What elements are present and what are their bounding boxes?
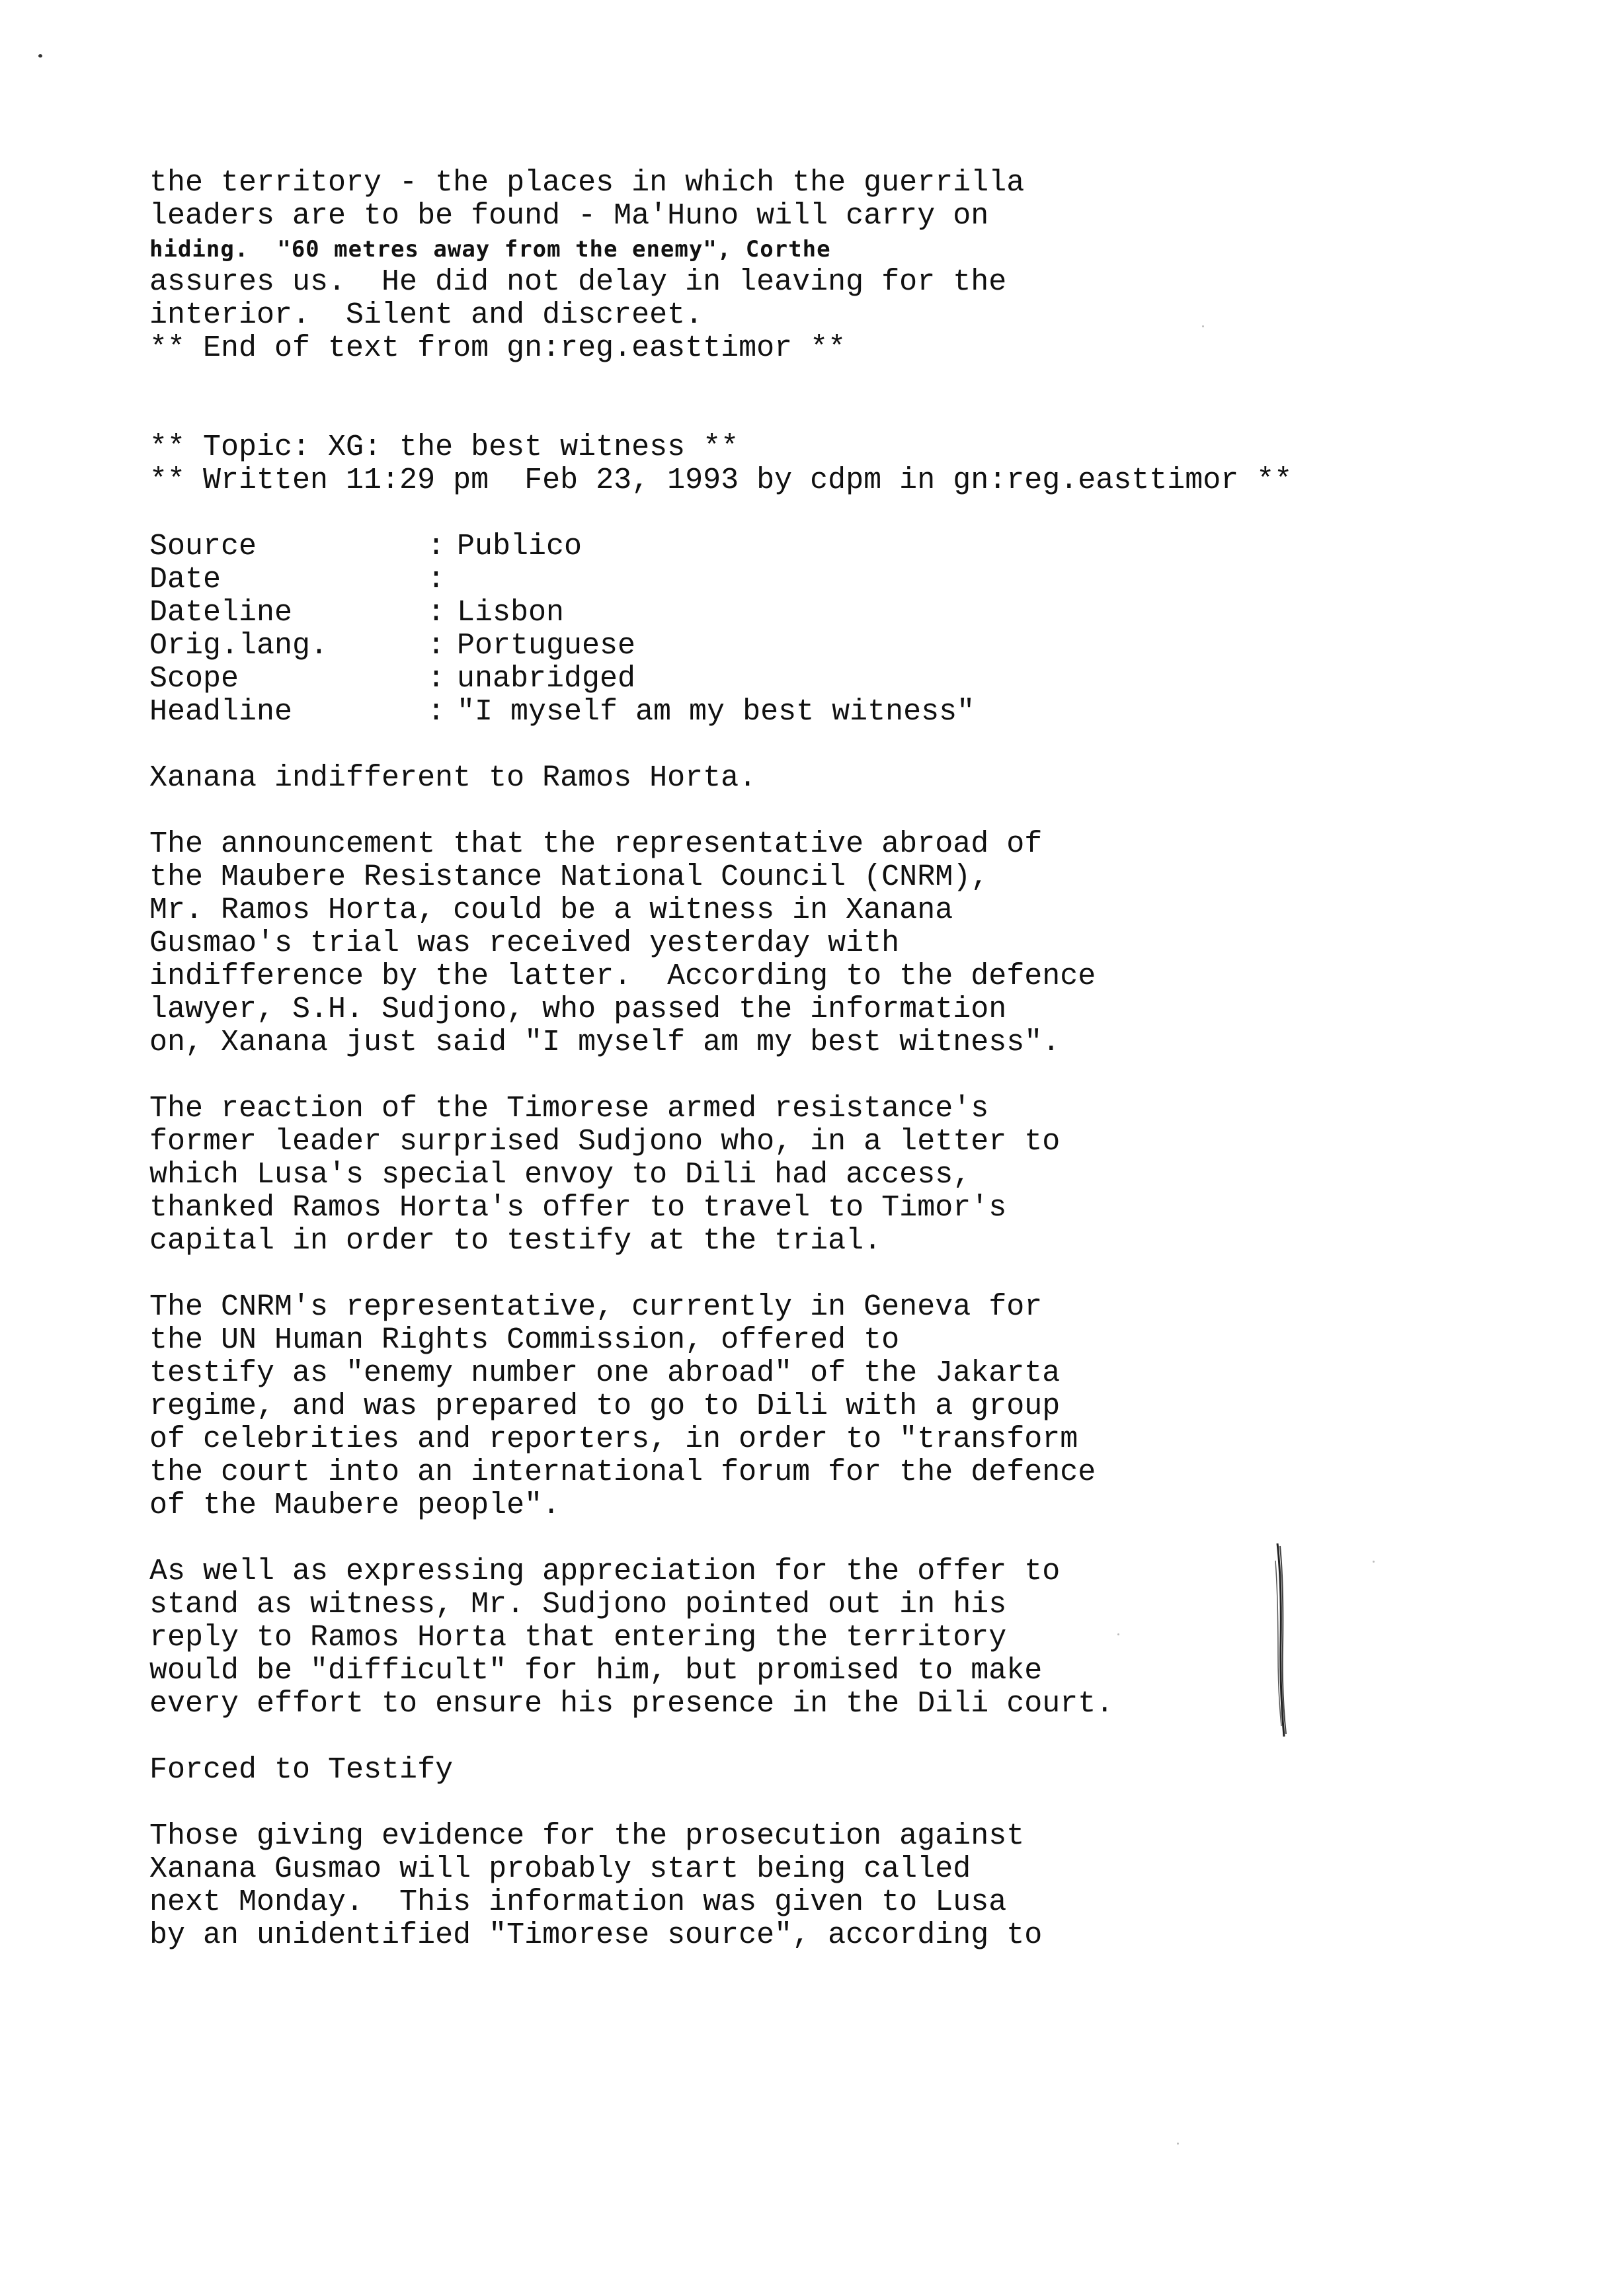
- text-line: of the Maubere people".: [149, 1489, 561, 1522]
- text-line: Those giving evidence for the prosecution against: [149, 1819, 1025, 1853]
- field-colon: :: [427, 629, 446, 663]
- margin-pen-mark: [1269, 1541, 1296, 1739]
- text-line: Xanana Gusmao will probably start being called: [149, 1852, 971, 1886]
- field-value: "I myself am my best witness": [457, 695, 975, 729]
- subheading: Forced to Testify: [149, 1753, 454, 1787]
- written-line: ** Written 11:29 pm Feb 23, 1993 by cdpm in gn:reg.easttimor **: [149, 464, 1293, 497]
- continuation-block: [149, 167, 1472, 365]
- header-row-headline: [149, 696, 1472, 729]
- scan-dot: [1117, 1633, 1119, 1635]
- lead-line: Xanana indifferent to Ramos Horta.: [149, 761, 757, 795]
- header-fields: [149, 530, 1472, 729]
- paragraph-2: [149, 1092, 1472, 1258]
- text-line: regime, and was prepared to go to Dili with a group: [149, 1389, 1061, 1423]
- text-line: which Lusa's special envoy to Dili had access,: [149, 1158, 971, 1192]
- header-row-dateline: [149, 596, 1472, 630]
- text-line: Gusmao's trial was received yesterday with: [149, 926, 900, 960]
- field-colon: :: [427, 596, 446, 630]
- topic-line: ** Topic: XG: the best witness **: [149, 430, 739, 464]
- scan-dot: [1202, 325, 1204, 327]
- field-key: Scope: [149, 662, 239, 696]
- field-value: Portuguese: [457, 629, 636, 663]
- text-line: the Maubere Resistance National Council (CNRM),: [149, 860, 989, 894]
- text-line: The reaction of the Timorese armed resistance's: [149, 1092, 989, 1126]
- text-line: stand as witness, Mr. Sudjono pointed out in his: [149, 1588, 1007, 1621]
- header-row-date: [149, 563, 1472, 596]
- text-line: the court into an international forum for the defence: [149, 1456, 1096, 1489]
- text-line: testify as "enemy number one abroad" of the Jakarta: [149, 1356, 1061, 1390]
- text-line: Mr. Ramos Horta, could be a witness in Xanana: [149, 893, 953, 927]
- end-of-text-marker: ** End of text from gn:reg.easttimor **: [149, 331, 846, 365]
- header-row-scope: [149, 663, 1472, 696]
- field-key: Headline: [149, 695, 293, 729]
- header-row-orig-lang: [149, 630, 1472, 663]
- text-line: indifference by the latter. According to the defence: [149, 960, 1096, 993]
- text-line: reply to Ramos Horta that entering the territory: [149, 1621, 1007, 1655]
- field-key: Source: [149, 530, 257, 563]
- field-value: unabridged: [457, 662, 636, 696]
- field-value: Lisbon: [457, 596, 565, 630]
- text-line: on, Xanana just said "I myself am my best witness".: [149, 1026, 1061, 1059]
- text-line: hiding. "60 metres away from the enemy", Corthe: [149, 236, 831, 263]
- scan-speck: [38, 54, 42, 58]
- text-line: would be "difficult" for him, but promised to make: [149, 1654, 1043, 1688]
- paragraph-5: [149, 1820, 1472, 1952]
- text-line: by an unidentified "Timorese source", according to: [149, 1918, 1043, 1952]
- text-line: assures us. He did not delay in leaving for the: [149, 265, 1007, 299]
- field-colon: :: [427, 662, 446, 696]
- text-line: The announcement that the representative abroad of: [149, 827, 1043, 861]
- text-line: every effort to ensure his presence in the Dili court.: [149, 1687, 1114, 1721]
- field-colon: :: [427, 695, 446, 729]
- text-line: former leader surprised Sudjono who, in a letter to: [149, 1125, 1061, 1159]
- header-row-source: [149, 530, 1472, 563]
- field-value: [457, 563, 1472, 596]
- scan-dot: [1177, 2143, 1179, 2145]
- field-key: Orig.lang.: [149, 629, 329, 663]
- field-colon: :: [427, 530, 446, 563]
- text-line: interior. Silent and discreet.: [149, 298, 704, 332]
- field-value: Publico: [457, 530, 583, 563]
- text-line: The CNRM's representative, currently in Geneva for: [149, 1290, 1043, 1324]
- field-key: Date: [149, 563, 221, 596]
- text-line: next Monday. This information was given to Lusa: [149, 1885, 1007, 1919]
- text-line: the UN Human Rights Commission, offered to: [149, 1323, 900, 1357]
- text-line: of celebrities and reporters, in order to "transform: [149, 1422, 1078, 1456]
- text-line: As well as expressing appreciation for the offer to: [149, 1555, 1061, 1588]
- text-line: capital in order to testify at the trial.: [149, 1224, 882, 1258]
- field-colon: :: [427, 563, 446, 596]
- scan-dot: [1373, 1561, 1375, 1563]
- text-line: lawyer, S.H. Sudjono, who passed the information: [149, 993, 1007, 1026]
- paragraph-1: [149, 828, 1472, 1059]
- text-line: leaders are to be found - Ma'Huno will carry on: [149, 199, 989, 233]
- field-key: Dateline: [149, 596, 293, 630]
- text-line: the territory - the places in which the guerrilla: [149, 166, 1025, 200]
- paragraph-3: [149, 1291, 1472, 1522]
- text-line: thanked Ramos Horta's offer to travel to Timor's: [149, 1191, 1007, 1225]
